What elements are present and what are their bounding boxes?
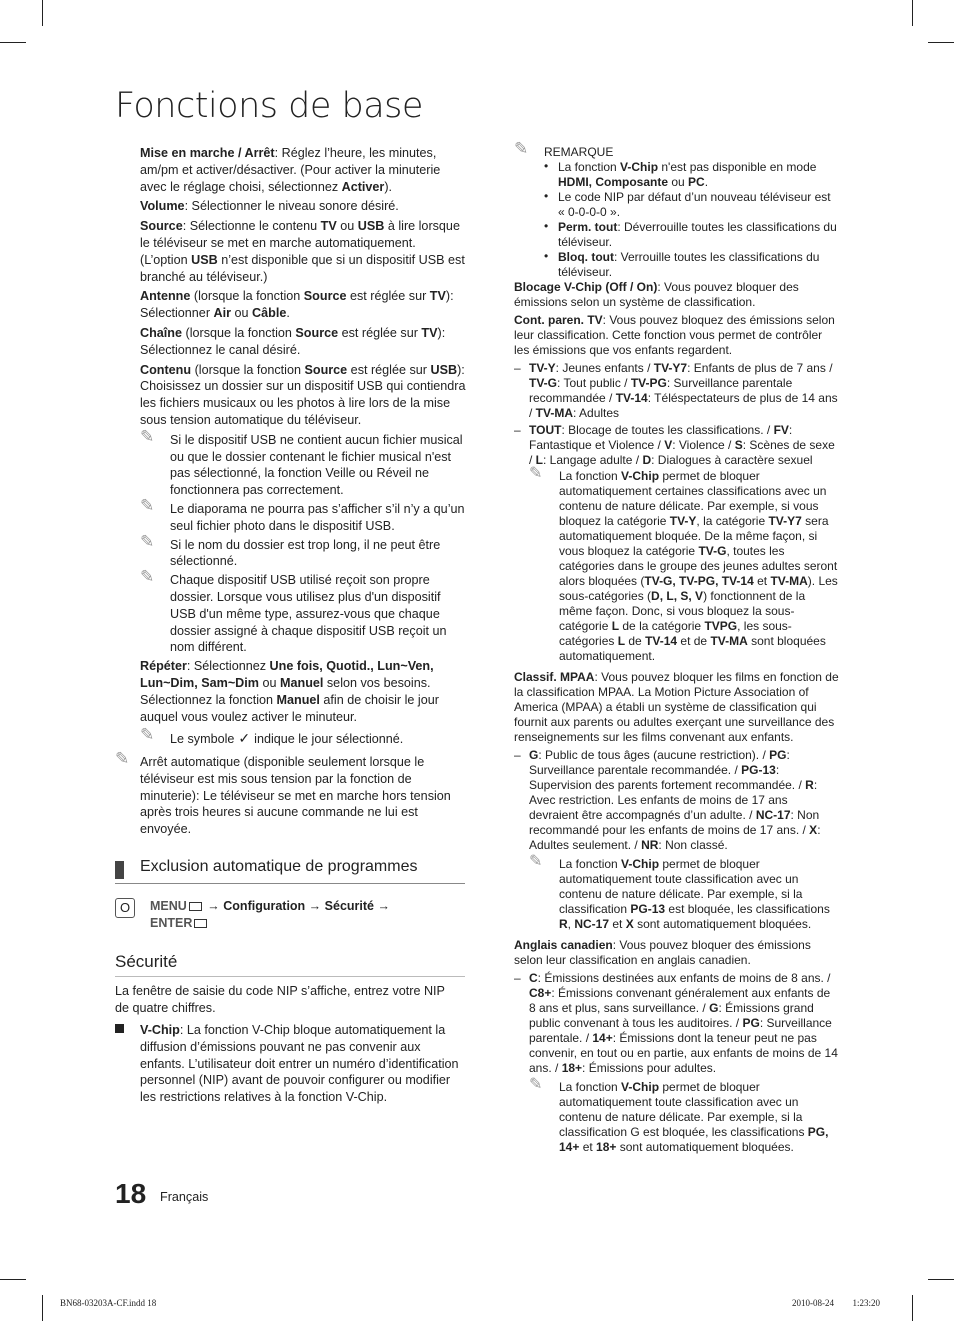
paragraph-mpaa: Classif. MPAA: Vous pouvez bloquer les films en fonction de la classification MPAA. La Motion Picture Association of America (MPAA) a établi un système de classification qui fournit aux parents ou adultes exerçant une surveillance des renseignements sur les films convenant aux enfants. — [514, 670, 839, 744]
menu-hand-icon: O — [115, 898, 135, 918]
left-column — [115, 145, 466, 846]
dash-item-tout: – TOUT: Blocage de toutes les classifications. / FV: Fantastique et Violence / V: Violence / S: Scènes de sexe / L: Langage adulte / D: Dialogues à caractère sexuel — [514, 423, 840, 468]
dash-item-canadian-ratings: – C: Émissions destinées aux enfants de moins de 8 ans. / C8+: Émissions convenant généralement aux enfants de 8 ans et plus, sans surveillance. / G: Émissions grand public convenant à tous les auditoires. / PG: Surveillance parentale. / 14+: Émissions dont la teneur peut ne pas convenir, en tout ou en partie, aux enfants de moins de 14 ans. / 18+: Émissions pour adultes. — [514, 971, 840, 1076]
securite-heading: Sécurité — [115, 952, 465, 977]
page-language: Français — [160, 1190, 209, 1204]
list-item: • Perm. tout: Déverrouille toutes les classifications du téléviseur. — [544, 220, 840, 250]
paragraph-source: Source: Sélectionne le contenu TV ou USB à lire lorsque le téléviseur se met en marche automatiquement. (L’option USB n’est disponible que si un dispositif USB est branché au téléviseur.) — [140, 219, 465, 284]
right-column — [514, 139, 840, 1158]
vchip-bullet: V-Chip: La fonction V-Chip bloque automatiquement la diffusion d’émissions pouvant ne pas convenir aux enfants. L’utilisateur doit entrer un numéro d’identification personnel (NIP) avant de pouvoir configurer ou modifier les restrictions relatives à la fonction V-Chip. — [115, 1022, 460, 1106]
paragraph-repeter: Répéter: Sélectionnez Une fois, Quotid., Lun~Ven, Lun~Dim, Sam~Dim ou Manuel selon vos besoins. Sélectionnez la fonction Manuel afin de choisir le jour auquel vous voulez activer le minuteur. — [140, 659, 439, 724]
pencil-icon: ✎ — [529, 465, 543, 482]
crop-mark — [0, 42, 26, 43]
list-item: • Le code NIP par défaut d’un nouveau téléviseur est « 0-0-0-0 ». — [544, 190, 840, 220]
crop-mark — [928, 1279, 954, 1280]
remarque-heading: ✎ REMARQUE — [514, 139, 614, 159]
pencil-icon: ✎ — [514, 139, 529, 158]
list-item: • Bloq. tout: Verrouille toutes les classifications du téléviseur. — [544, 250, 840, 280]
note-auto-off: ✎ Arrêt automatique (disponible seulement lorsque le téléviseur est mis sous tension par la fonction de minuterie): Le téléviseur se met en marche hors tension après trois heures si aucune commande ne lui est envoyée. — [115, 749, 451, 837]
square-bullet-icon — [115, 1024, 124, 1033]
securite-intro: La fenêtre de saisie du code NIP s’affiche, entrez votre NIP de quatre chiffres. — [115, 984, 445, 1015]
crop-mark — [912, 1295, 913, 1321]
paragraph-chaine: Chaîne (lorsque la fonction Source est réglée sur TV): Sélectionnez le canal désiré. — [140, 325, 446, 357]
paragraph-blocage: Blocage V-Chip (Off / On): Vous pouvez bloquer des émissions selon un système de classification. — [514, 280, 799, 309]
pencil-icon: ✎ — [529, 1076, 543, 1093]
paragraph-cont-paren: Cont. paren. TV: Vous pouvez bloquez des émissions selon leur classification. Cette fonction vous permet de contrôler les émissions que vos enfants regardent. — [514, 313, 835, 357]
note: ✎ Chaque dispositif USB utilisé reçoit son propre dossier. Lorsque vous utilisez plus d'un dispositif USB d'un même type, assurez-vous que chaque dossier assigné à chaque dispositif USB reçoit un nom différent. — [140, 567, 447, 655]
section-heading-exclusion — [115, 858, 465, 884]
page-number: 18 — [115, 1178, 147, 1209]
note: ✎ Si le nom du dossier est trop long, il ne peut être sélectionné. — [140, 531, 441, 569]
footer-filename: BN68-03203A-CF.indd 18 — [60, 1298, 157, 1308]
menu-path-text: MENU → Configuration → Sécurité → ENTER — [150, 899, 390, 930]
paragraph-volume: Volume: Sélectionner le niveau sonore désiré. — [140, 199, 399, 214]
footer-timestamp: 2010-08-24 ￿￿ 1:23:20 — [792, 1298, 880, 1308]
pencil-icon: ✎ — [140, 495, 155, 515]
note: ✎ Si le dispositif USB ne contient aucun fichier musical ou que le dossier contenant le fichier musical n'est pas sélectionné, la fonction Veille ou Réveil ne fonctionnera pas correctement. — [140, 426, 463, 498]
pencil-icon: ✎ — [529, 853, 543, 870]
crop-mark — [928, 42, 954, 43]
paragraph-anglais-canadien: Anglais canadien: Vous pouvez bloquer des émissions selon leur classification en anglais canadien. — [514, 938, 811, 967]
pencil-icon: ✎ — [140, 567, 155, 587]
page-title: Fonctions de base — [115, 86, 423, 126]
dash-item-tv-ratings: – TV-Y: Jeunes enfants / TV-Y7: Enfants de plus de 7 ans / TV-G: Tout public / TV-PG: Surveillance parentale recommandée / TV-14: Téléspectateurs de plus de 14 ans / TV-MA: Adultes — [514, 361, 840, 421]
pencil-icon: ✎ — [140, 531, 155, 551]
menu-icon — [189, 902, 202, 911]
dash-item-mpaa-ratings: – G: Public de tous âges (aucune restriction). / PG: Surveillance parentale recommandée. / PG-13: Supervision des parents fortement recommandée. / R: Avec restriction. Les enfants de moins de 17 ans devraient être accompagnés d’un adulte. / NC-17: Non recommandé pour les enfants de moins de 17 ans. / X: Adultes seulement. / NR: Non classé. — [514, 748, 840, 853]
check-icon: ✓ — [238, 730, 251, 747]
section-marker — [115, 861, 124, 879]
list-item: • La fonction V-Chip n'est pas disponible en mode HDMI, Composante ou PC. — [544, 160, 840, 190]
note-symbol: ✎ Le symbole ✓ indique le jour sélectionné. — [140, 725, 404, 747]
note: ✎ Le diaporama ne pourra pas s’afficher s’il n’y a qu’un seul fichier photo dans le dispositif USB. — [140, 495, 465, 533]
note: ✎ La fonction V-Chip permet de bloquer automatiquement toute classification avec un contenu de nature délicate. Par exemple, si la classification G est bloquée, les classifications PG, 14+ et 18+ sont automatiquement bloquées. — [529, 1076, 829, 1154]
section-heading-text: Exclusion automatique de programmes — [140, 858, 418, 875]
paragraph-mise-en-marche: Mise en marche / Arrêt: Réglez l’heure, les minutes, am/pm et activer/désactiver. (Pour activer la minuterie avec le réglage choisi, sélectionnez Activer). — [140, 146, 441, 194]
crop-mark — [912, 0, 913, 26]
pencil-icon: ✎ — [140, 725, 155, 745]
note: ✎ La fonction V-Chip permet de bloquer automatiquement toute classification avec un contenu de nature délicate. Par exemple, si la classification PG-13 est bloquée, les classifications R, NC-17 et X sont automatiquement bloquées. — [529, 853, 830, 931]
note: ✎ La fonction V-Chip permet de bloquer automatiquement certaines classifications avec un contenu de nature délicate. Par exemple, si vous bloquez la catégorie TV-Y, la catégorie TV-Y7 sera automatiquement bloquée. De la même façon, si vous bloquez la catégorie TV-G, toutes les catégories dans le groupe des jeunes adultes seront alors bloquées (TV-G, TV-PG, TV-14 et TV-MA). Les sous-catégories (D, L, S, V) fonctionnent de la même façon. Donc, si vous bloquez la sous-catégorie L de la catégorie TVPG, les sous-catégories L de TV-14 et de TV-MA sont bloquées automatiquement. — [529, 465, 838, 663]
paragraph-antenne: Antenne (lorsque la fonction Source est réglée sur TV): Sélectionner Air ou Câble. — [140, 289, 454, 321]
pencil-icon: ✎ — [115, 749, 130, 769]
crop-mark — [42, 1295, 43, 1321]
enter-icon — [194, 919, 207, 928]
crop-mark — [0, 1279, 26, 1280]
menu-path — [115, 898, 465, 938]
remarque-list — [514, 160, 840, 280]
pencil-icon: ✎ — [140, 426, 155, 446]
paragraph-contenu: Contenu (lorsque la fonction Source est réglée sur USB): Choisissez un dossier sur un dispositif USB qui contiendra les fichiers musicaux ou les photos à lire lors de la mise sous tension automatique du téléviseur. — [140, 362, 466, 427]
crop-mark — [42, 0, 43, 26]
